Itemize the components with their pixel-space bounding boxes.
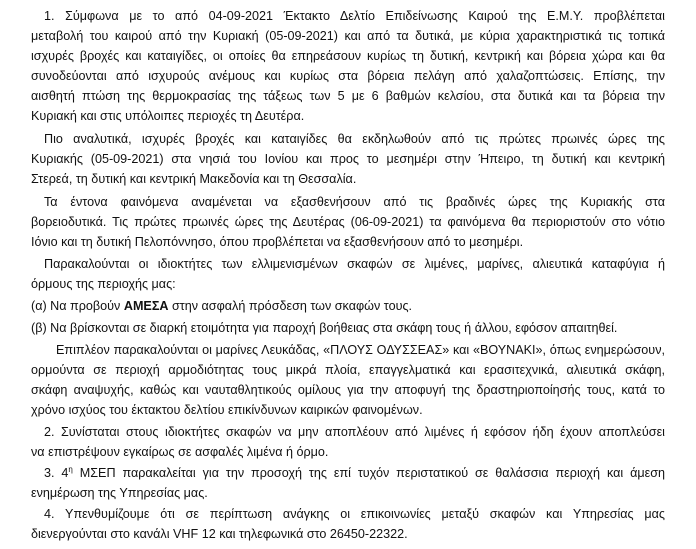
paragraph-1-line-4: συνοδεύονται από ισχυρούς ανέμους και κυρίως στα βόρεια πελάγη από χαλαζοπτώσεις. Επίσης, την	[31, 69, 665, 83]
paragraph-4-line-2: όρμους της περιοχής μας:	[31, 277, 176, 291]
item-3-line-1	[44, 463, 665, 483]
item-2-line-1: 2. Συνίσταται στους ιδιοκτήτες σκαφών να μην αποπλέουν από λιμένες ή εφόσον ήδη έχουν αποπλεύσει	[44, 425, 665, 439]
item-a	[31, 296, 665, 316]
paragraph-7-line-3: σκάφη αναψυχής, καθώς και ναυταθλητικούς ομίλους για την αποφυγή της δραστηριοποίησής τους, κατά το	[31, 383, 665, 397]
item-a-prefix: (α) Να προβούν	[31, 299, 124, 313]
paragraph-3-line-2: βορειοδυτικά. Τις πρώτες πρωινές ώρες της Δευτέρας (06-09-2021) τα φαινόμενα θα περιοριστούν στο νότιο	[31, 215, 665, 229]
item-2-line-2: να επιστρέψουν εγκαίρως σε ασφαλές λιμένα ή όρμο.	[31, 445, 329, 459]
item-4-line-2: διενεργούνται στο κανάλι VHF 12 και τηλεφωνικά στο 26450-22322.	[31, 527, 408, 541]
item-a-suffix: στην ασφαλή πρόσδεση των σκαφών τους.	[168, 299, 413, 313]
paragraph-3-line-3: Ιόνιο και τη δυτική Πελοπόννησο, όπου προβλέπεται να εξασθενήσουν από το μεσημέρι.	[31, 235, 524, 249]
paragraph-4-line-1: Παρακαλούνται οι ιδιοκτήτες των ελλιμενισμένων σκαφών σε λιμένες, μαρίνες, αλιευτικά καταφύγια ή	[44, 257, 665, 271]
item-b: (β) Να βρίσκονται σε διαρκή ετοιμότητα για παροχή βοήθειας στα σκάφη τους ή άλλου, εφόσον απαιτηθεί.	[31, 321, 618, 335]
paragraph-1-line-3: ισχυρές βροχές και καταιγίδες, οι οποίες θα επηρεάσουν κυρίως τη δυτική, κεντρική και βόρεια χώρα και θα	[31, 49, 665, 63]
item-3-text: ΜΣΕΠ παρακαλείται για την προσοχή της επί τυχόν περιστατικού σε θαλάσσια περιοχή και άμεση	[72, 466, 665, 480]
paragraph-3-line-1: Τα έντονα φαινόμενα αναμένεται να εξασθενήσουν από τις βραδινές ώρες της Κυριακής στα	[44, 195, 665, 209]
item-3-superscript: η	[68, 465, 73, 474]
item-3-line-2: ενημέρωση της Υπηρεσίας μας.	[31, 486, 208, 500]
paragraph-1-line-2: μεταβολή του καιρού από την Κυριακή (05-09-2021) και από τα δυτικά, με κύρια χαρακτηριστικά τις τοπικά	[31, 29, 665, 43]
paragraph-2-line-2: Κυριακής (05-09-2021) στα νησιά του Ιονίου και προς το μεσημέρι στην Ήπειρο, τη δυτική και κεντρική	[31, 152, 665, 166]
item-4-line-1: 4. Υπενθυμίζουμε ότι σε περίπτωση ανάγκης οι επικοινωνίες μεταξύ σκαφών και Υπηρεσίας μας	[44, 507, 665, 521]
paragraph-7-line-4: χρόνο ισχύος του έκτακτου δελτίου επικίνδυνων καιρικών φαινομένων.	[31, 403, 423, 417]
paragraph-1-line-5: αισθητή πτώση της θερμοκρασίας της τάξεως των 5 με 6 βαθμών κελσίου, στα δυτικά και τα βόρεια την	[31, 89, 665, 103]
paragraph-2-line-1: Πιο αναλυτικά, ισχυρές βροχές και καταιγίδες θα εκδηλωθούν από τις πρώτες πρωινές ώρες της	[44, 132, 665, 146]
paragraph-1-line-6: Κυριακή και στις υπόλοιπες περιοχές τη Δευτέρα.	[31, 109, 305, 123]
paragraph-1-line-1: 1. Σύμφωνα με το από 04-09-2021 Έκτακτο Δελτίο Επιδείνωσης Καιρού της Ε.Μ.Υ. προβλέπεται	[44, 9, 665, 23]
item-a-emphasis: ΑΜΕΣΑ	[123, 299, 169, 313]
paragraph-2-line-3: Στερεά, τη δυτική και κεντρική Μακεδονία και τη Θεσσαλία.	[31, 172, 357, 186]
paragraph-7-line-2: ορμούντα σε περιοχή αρμοδιότητας τους μικρά πλοία, επαγγελματικά και ερασιτεχνικά, αλιευτικά σκάφη,	[31, 363, 665, 377]
item-3-number: 3. 4	[44, 466, 69, 480]
paragraph-7-line-1: Επιπλέον παρακαλούνται οι μαρίνες Λευκάδας, «ΠΛΟΥΣ ΟΔΥΣΣΕΑΣ» και «ΒΟΥΝΑΚΙ», όπως ενημερώσουν,	[56, 343, 665, 357]
